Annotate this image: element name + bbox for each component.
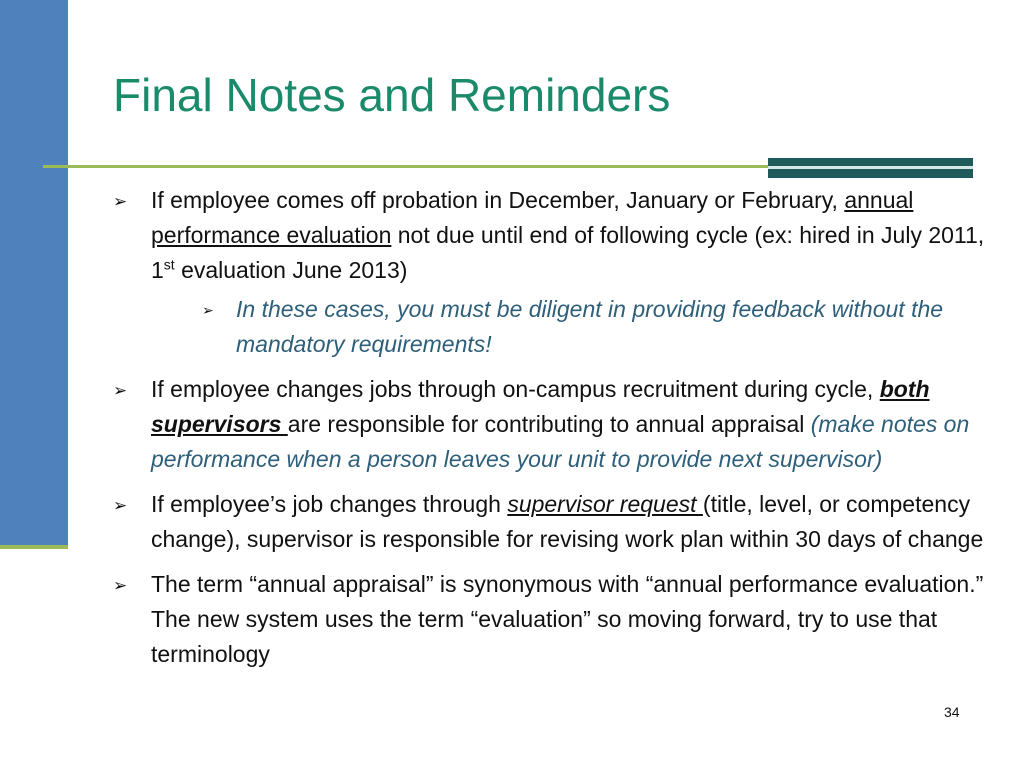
arrow-bullet-icon: ➢ [113,192,128,211]
title-accent-stripe [768,166,973,169]
arrow-bullet-icon: ➢ [113,381,128,400]
superscript: st [163,256,175,273]
emphasized-term: supervisor request [507,491,703,517]
left-sidebar-bar [0,0,68,545]
bullet-text [151,491,983,552]
bullet-probation [113,183,1013,362]
title-underline-rule [43,165,773,168]
text-run: If employee changes jobs through on-campus recruitment during cycle, [151,376,880,402]
text-run: (title, level, or competency change), supervisor is responsible for revising work plan within 30 days of change [151,491,984,552]
sub-bullet-text: In these cases, you must be diligent in providing feedback without the mandatory requirements! [236,296,944,357]
left-sidebar-accent [0,545,68,549]
text-run: evaluation June 2013) [174,257,408,283]
bullet-text [151,376,969,472]
text-run: not due until end of following cycle (ex: hired in July 2011, 1 [151,222,985,283]
bullet-text: The term “annual appraisal” is synonymous with “annual performance evaluation.” The new system uses the term “evaluation” so moving forward, try to use that terminology [151,571,984,667]
text-run: If employee comes off probation in December, January or February, [151,187,845,213]
underlined-term: annual performance evaluation [151,187,914,248]
text-run: If employee’s job changes through [151,491,508,517]
emphasized-term: both supervisors [151,376,930,437]
italic-note: (make notes on performance when a person leaves your unit to provide next supervisor) [151,411,970,472]
sub-bullet-diligence [202,292,1013,362]
bullet-text [151,187,984,283]
slide-title: Final Notes and Reminders [113,69,671,121]
page-number: 34 [944,704,960,720]
slide-content [113,183,1013,682]
arrow-bullet-icon: ➢ [113,496,128,515]
bullet-terminology [113,567,1013,672]
bullet-job-change-recruitment [113,372,1013,477]
text-run: are responsible for contributing to annual appraisal [287,411,811,437]
bullet-supervisor-request [113,487,1013,557]
arrow-bullet-icon: ➢ [113,576,128,595]
arrow-bullet-icon: ➢ [202,302,214,318]
